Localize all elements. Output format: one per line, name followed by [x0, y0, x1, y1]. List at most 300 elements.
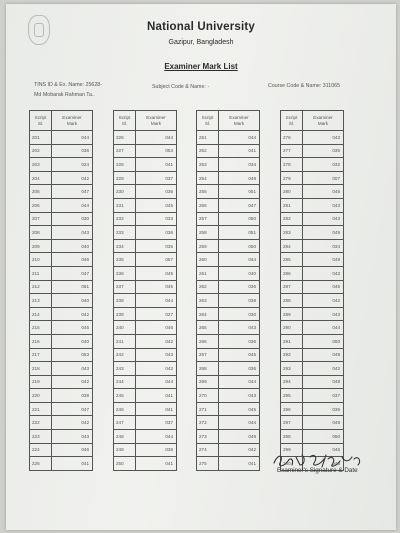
examiner-mark: 043 — [52, 226, 93, 240]
table-row — [281, 144, 344, 158]
examiner-mark: 046 — [52, 253, 93, 267]
table-row — [197, 375, 260, 389]
university-location: Gazipur, Bangladesh — [168, 39, 234, 46]
examiner-mark: 045 — [136, 280, 177, 294]
table-row — [114, 212, 177, 226]
examiner-mark: 044 — [136, 294, 177, 308]
table-row — [114, 131, 177, 145]
mark-header-sub: Mark — [317, 120, 329, 126]
script-number: 213 — [30, 294, 52, 308]
script-number: 279 — [281, 171, 303, 185]
script-number: 245 — [114, 389, 136, 403]
script-number: 257 — [197, 212, 219, 226]
examiner-mark: 043 — [303, 266, 344, 280]
table-row — [197, 266, 260, 280]
mark-column-header — [136, 111, 177, 131]
examiner-mark: 045 — [303, 280, 344, 294]
script-number: 216 — [30, 334, 52, 348]
table-row — [30, 307, 93, 321]
table-row — [197, 226, 260, 240]
examiner-mark: 044 — [219, 253, 260, 267]
table-row — [30, 430, 93, 444]
tins-id-field: TINS ID & Ex. Name: 25628- — [34, 82, 103, 88]
examiner-mark: 040 — [219, 266, 260, 280]
table-row — [30, 185, 93, 199]
script-number: 214 — [30, 307, 52, 321]
examiner-signature — [270, 443, 380, 483]
examiner-mark: 050 — [303, 430, 344, 444]
examiner-mark: 037 — [136, 416, 177, 430]
script-number: 206 — [30, 198, 52, 212]
table-row — [281, 280, 344, 294]
table-row — [281, 226, 344, 240]
table-row — [114, 375, 177, 389]
table-row — [197, 321, 260, 335]
table-row — [114, 226, 177, 240]
script-number: 290 — [281, 321, 303, 335]
mark-header-label: Examiner — [62, 114, 82, 120]
mark-table-1 — [29, 110, 93, 471]
examiner-mark: 036 — [136, 185, 177, 199]
script-number: 286 — [281, 266, 303, 280]
script-number: 239 — [114, 307, 136, 321]
examiner-mark: 039 — [52, 389, 93, 403]
script-number: 250 — [114, 457, 136, 471]
examiner-mark: 043 — [219, 389, 260, 403]
script-number: 210 — [30, 253, 52, 267]
script-number: 229 — [114, 171, 136, 185]
script-number: 254 — [197, 171, 219, 185]
table-row — [114, 402, 177, 416]
script-number: 204 — [30, 171, 52, 185]
examiner-mark: 043 — [303, 307, 344, 321]
table-row — [197, 389, 260, 403]
examiner-mark: 042 — [136, 362, 177, 376]
table-row — [114, 266, 177, 280]
script-number: 217 — [30, 348, 52, 362]
script-number: 203 — [30, 158, 52, 172]
table-row — [197, 402, 260, 416]
script-column-header — [114, 111, 136, 131]
table-row — [114, 158, 177, 172]
table-row — [30, 266, 93, 280]
table-row — [114, 321, 177, 335]
examiner-mark: 036 — [219, 362, 260, 376]
examiner-mark: 041 — [219, 144, 260, 158]
examiner-mark: 051 — [219, 185, 260, 199]
examiner-mark: 044 — [136, 375, 177, 389]
script-number: 201 — [30, 131, 52, 145]
table-row — [281, 402, 344, 416]
examiner-mark: 042 — [303, 362, 344, 376]
script-number: 258 — [197, 226, 219, 240]
examiner-mark: 051 — [52, 280, 93, 294]
examiner-mark: 057 — [136, 253, 177, 267]
table-row — [197, 158, 260, 172]
examiner-mark: 043 — [303, 212, 344, 226]
examiner-mark: 042 — [52, 307, 93, 321]
script-column-header — [30, 111, 52, 131]
mark-header-label: Examiner — [229, 114, 249, 120]
script-number: 226 — [114, 131, 136, 145]
mark-header-label: Examiner — [146, 114, 166, 120]
script-number: 251 — [197, 131, 219, 145]
table-row — [281, 307, 344, 321]
table-row — [281, 321, 344, 335]
script-number: 224 — [30, 443, 52, 457]
script-number: 228 — [114, 158, 136, 172]
examiner-mark: 035 — [136, 239, 177, 253]
script-number: 283 — [281, 226, 303, 240]
script-number: 289 — [281, 307, 303, 321]
script-number: 232 — [114, 212, 136, 226]
examiner-mark: 033 — [136, 212, 177, 226]
table-row — [30, 239, 93, 253]
script-column-header — [197, 111, 219, 131]
course-field: Course Code & Name: 311065 — [268, 83, 341, 89]
script-number: 294 — [281, 375, 303, 389]
table-row — [281, 212, 344, 226]
examiner-mark: 041 — [52, 457, 93, 471]
examiner-mark: 030 — [52, 212, 93, 226]
script-number: 262 — [197, 280, 219, 294]
table-row — [30, 402, 93, 416]
examiner-mark: 043 — [219, 321, 260, 335]
table-row — [114, 307, 177, 321]
table-row — [281, 198, 344, 212]
script-number: 202 — [30, 144, 52, 158]
script-number: 260 — [197, 253, 219, 267]
table-row — [114, 185, 177, 199]
examiner-mark: 050 — [219, 212, 260, 226]
examiner-mark: 036 — [52, 144, 93, 158]
examiner-mark: 037 — [303, 389, 344, 403]
examiner-mark: 051 — [219, 226, 260, 240]
examiner-mark: 036 — [219, 334, 260, 348]
script-number: 280 — [281, 185, 303, 199]
script-header-sub: Sl. — [37, 120, 44, 126]
script-number: 233 — [114, 226, 136, 240]
table-row — [30, 348, 93, 362]
examiner-mark: 046 — [303, 443, 344, 457]
script-number: 277 — [281, 144, 303, 158]
examiner-mark: 007 — [303, 171, 344, 185]
examiner-mark: 049 — [219, 430, 260, 444]
script-number: 223 — [30, 430, 52, 444]
examiner-mark: 041 — [136, 389, 177, 403]
examiner-mark: 048 — [303, 375, 344, 389]
table-row — [30, 158, 93, 172]
mark-column-header — [52, 111, 93, 131]
examiner-mark: 045 — [303, 185, 344, 199]
script-number: 271 — [197, 402, 219, 416]
table-row — [197, 362, 260, 376]
table-row — [281, 171, 344, 185]
mark-column-header — [303, 111, 344, 131]
table-row — [197, 443, 260, 457]
mark-header-sub: Mark — [150, 120, 162, 126]
examiner-mark: 043 — [52, 362, 93, 376]
examiner-mark: 041 — [136, 402, 177, 416]
script-number: 236 — [114, 266, 136, 280]
script-number: 238 — [114, 294, 136, 308]
table-row — [197, 307, 260, 321]
table-row — [114, 348, 177, 362]
table-row — [281, 362, 344, 376]
script-number: 230 — [114, 185, 136, 199]
examiner-mark: 047 — [52, 266, 93, 280]
table-row — [197, 457, 260, 471]
script-number: 270 — [197, 389, 219, 403]
table-row — [197, 198, 260, 212]
mark-header-sub: Mark — [66, 120, 78, 126]
script-header-label: Script — [201, 114, 214, 120]
examiner-mark: 042 — [136, 334, 177, 348]
table-row — [197, 280, 260, 294]
examiner-mark: 044 — [219, 131, 260, 145]
examiner-mark: 045 — [52, 321, 93, 335]
table-row — [114, 362, 177, 376]
table-row — [197, 144, 260, 158]
script-number: 241 — [114, 334, 136, 348]
script-number: 281 — [281, 198, 303, 212]
mark-column-header — [219, 111, 260, 131]
examiner-mark: 043 — [303, 131, 344, 145]
script-number: 265 — [197, 321, 219, 335]
table-row — [114, 443, 177, 457]
examiner-mark: 049 — [303, 416, 344, 430]
script-header-label: Script — [34, 114, 47, 120]
examiner-mark: 042 — [219, 443, 260, 457]
examiner-mark: 050 — [303, 334, 344, 348]
table-row — [30, 253, 93, 267]
examiner-mark: 045 — [136, 266, 177, 280]
table-row — [30, 171, 93, 185]
mark-table-4 — [280, 110, 344, 471]
examiner-mark: 049 — [303, 253, 344, 267]
script-number: 274 — [197, 443, 219, 457]
examiner-mark: 042 — [52, 375, 93, 389]
examiner-name-field: Md Mobarak Rahman Ta.. — [34, 92, 95, 98]
script-number: 227 — [114, 144, 136, 158]
script-number: 219 — [30, 375, 52, 389]
examiner-mark: 050 — [219, 239, 260, 253]
table-row — [114, 416, 177, 430]
script-column-header — [281, 111, 303, 131]
table-row — [30, 280, 93, 294]
table-row — [30, 198, 93, 212]
table-row — [30, 321, 93, 335]
script-number: 298 — [281, 430, 303, 444]
script-number: 242 — [114, 348, 136, 362]
table-row — [114, 389, 177, 403]
script-number: 299 — [281, 443, 303, 457]
examiner-mark: 036 — [136, 443, 177, 457]
table-row — [197, 334, 260, 348]
examiner-mark: 044 — [136, 430, 177, 444]
examiner-mark: 044 — [52, 198, 93, 212]
examiner-mark: 049 — [219, 171, 260, 185]
examiner-mark: 030 — [219, 307, 260, 321]
script-number: 249 — [114, 443, 136, 457]
script-number: 275 — [197, 457, 219, 471]
table-row — [197, 131, 260, 145]
script-number: 255 — [197, 185, 219, 199]
table-row — [30, 443, 93, 457]
script-number: 266 — [197, 334, 219, 348]
examiner-mark: 047 — [52, 402, 93, 416]
table-row — [114, 198, 177, 212]
examiner-mark: 047 — [52, 185, 93, 199]
table-row — [197, 253, 260, 267]
script-number: 291 — [281, 334, 303, 348]
signature-label: Examiner's Signature & Date — [277, 467, 358, 474]
table-row — [197, 239, 260, 253]
script-number: 269 — [197, 375, 219, 389]
examiner-mark: 040 — [52, 239, 93, 253]
table-row — [281, 266, 344, 280]
examiner-mark: 049 — [303, 226, 344, 240]
examiner-mark: 024 — [52, 158, 93, 172]
script-number: 285 — [281, 253, 303, 267]
script-number: 288 — [281, 294, 303, 308]
script-number: 231 — [114, 198, 136, 212]
examiner-mark: 034 — [219, 158, 260, 172]
examiner-mark: 044 — [136, 131, 177, 145]
script-number: 253 — [197, 158, 219, 172]
examiner-mark: 044 — [219, 416, 260, 430]
table-row — [30, 294, 93, 308]
script-number: 268 — [197, 362, 219, 376]
examiner-mark: 036 — [136, 226, 177, 240]
table-row — [281, 430, 344, 444]
table-row — [281, 416, 344, 430]
table-row — [30, 416, 93, 430]
examiner-mark: 032 — [303, 158, 344, 172]
script-number: 278 — [281, 158, 303, 172]
table-row — [114, 280, 177, 294]
examiner-mark: 042 — [303, 294, 344, 308]
table-header-row — [281, 111, 344, 131]
script-number: 263 — [197, 294, 219, 308]
mark-table-2 — [113, 110, 177, 471]
script-number: 293 — [281, 362, 303, 376]
script-number: 282 — [281, 212, 303, 226]
table-row — [281, 131, 344, 145]
script-number: 212 — [30, 280, 52, 294]
table-row — [197, 294, 260, 308]
mark-table-3 — [196, 110, 260, 471]
script-number: 261 — [197, 266, 219, 280]
examiner-mark: 036 — [219, 280, 260, 294]
script-number: 292 — [281, 348, 303, 362]
script-number: 272 — [197, 416, 219, 430]
table-row — [114, 294, 177, 308]
table-row — [30, 212, 93, 226]
table-row — [114, 253, 177, 267]
script-number: 243 — [114, 362, 136, 376]
table-row — [30, 362, 93, 376]
script-number: 259 — [197, 239, 219, 253]
subject-field: Subject Code & Name: - — [152, 84, 210, 90]
examiner-mark: 040 — [52, 294, 93, 308]
script-header-sub: Sl. — [121, 120, 128, 126]
table-row — [30, 457, 93, 471]
table-row — [114, 457, 177, 471]
examiner-mark: 027 — [136, 307, 177, 321]
table-header-row — [30, 111, 93, 131]
table-row — [197, 416, 260, 430]
table-row — [281, 253, 344, 267]
script-number: 273 — [197, 430, 219, 444]
examiner-mark: 043 — [136, 348, 177, 362]
table-row — [30, 226, 93, 240]
script-number: 295 — [281, 389, 303, 403]
table-row — [281, 185, 344, 199]
script-number: 267 — [197, 348, 219, 362]
examiner-mark: 036 — [303, 402, 344, 416]
examiner-mark: 042 — [52, 416, 93, 430]
examiner-mark: 034 — [303, 239, 344, 253]
table-row — [30, 131, 93, 145]
table-row — [197, 185, 260, 199]
examiner-mark: 045 — [136, 198, 177, 212]
table-row — [281, 375, 344, 389]
table-row — [30, 334, 93, 348]
examiner-mark: 049 — [303, 348, 344, 362]
examiner-mark: 047 — [219, 198, 260, 212]
examiner-mark: 045 — [219, 348, 260, 362]
examiner-mark: 053 — [52, 348, 93, 362]
examiner-mark: 044 — [219, 375, 260, 389]
script-number: 225 — [30, 457, 52, 471]
examiner-mark: 035 — [303, 144, 344, 158]
script-number: 297 — [281, 416, 303, 430]
script-number: 207 — [30, 212, 52, 226]
examiner-mark: 041 — [136, 158, 177, 172]
script-number: 221 — [30, 402, 52, 416]
script-number: 220 — [30, 389, 52, 403]
script-number: 247 — [114, 416, 136, 430]
examiner-mark: 046 — [136, 321, 177, 335]
examiner-mark: 043 — [303, 457, 344, 471]
script-header-label: Script — [285, 114, 298, 120]
table-row — [281, 294, 344, 308]
script-number: 222 — [30, 416, 52, 430]
table-row — [114, 430, 177, 444]
script-number: 246 — [114, 402, 136, 416]
table-header-row — [114, 111, 177, 131]
table-row — [30, 375, 93, 389]
table-row — [281, 348, 344, 362]
examiner-mark: 045 — [219, 402, 260, 416]
examiner-mark: 040 — [52, 334, 93, 348]
table-row — [281, 239, 344, 253]
table-row — [197, 430, 260, 444]
examiner-mark: 043 — [303, 198, 344, 212]
script-number: 296 — [281, 402, 303, 416]
examiner-mark: 042 — [52, 171, 93, 185]
university-name: National University — [147, 21, 255, 33]
script-number: 218 — [30, 362, 52, 376]
examiner-mark: 046 — [52, 443, 93, 457]
script-number: 235 — [114, 253, 136, 267]
examiner-mark: 037 — [136, 171, 177, 185]
mark-header-label: Examiner — [313, 114, 333, 120]
table-row — [197, 212, 260, 226]
examiner-mark: 038 — [219, 294, 260, 308]
script-number: 234 — [114, 239, 136, 253]
